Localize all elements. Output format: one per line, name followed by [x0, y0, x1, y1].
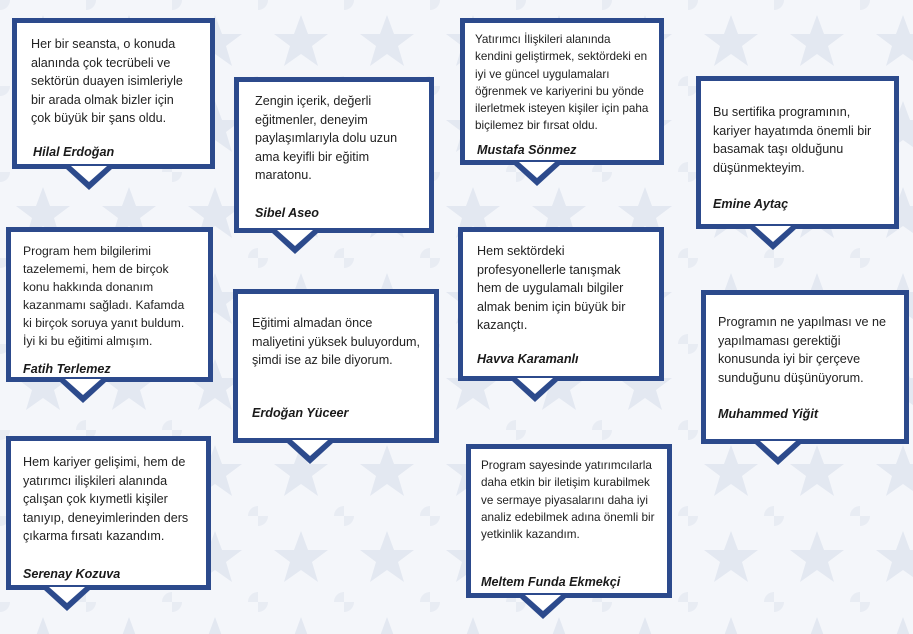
testimonial-card [458, 227, 664, 381]
testimonial-card [460, 18, 664, 165]
testimonial-quote: Zengin içerik, değerli eğitmenler, deneyim paylaşımlarıyla dolu uzun ama keyifli bir eğitim maratonu. [255, 94, 398, 183]
testimonial-card [701, 290, 909, 444]
testimonial-quote: Eğitimi almadan önce maliyetini yüksek buluyordum, şimdi ise az bile diyorum. [252, 316, 420, 368]
testimonial-card [6, 227, 213, 382]
testimonial-author: Emine Aytaç [713, 197, 789, 211]
testimonial-author: Muhammed Yiğit [718, 407, 819, 421]
testimonial-quote: Her bir seansta, o konuda alanında çok tecrübeli ve sektörün duayen isimleriyle bir arada olmak bizler için çok büyük bir şans oldu. [31, 37, 183, 126]
testimonial-quote: Hem sektördeki profesyonellerle tanışmak hem de uygulamalı bilgiler almak benim için büyük bir kazançtı. [477, 244, 626, 333]
testimonial-quote: Program sayesinde yatırımcılarla daha etkin bir iletişim kurabilmek ve sermaye piyasalarını daha iyi analiz edebilmek adına önemli bir yetkinlik kazandım. [481, 459, 655, 542]
testimonial-author: Hilal Erdoğan [33, 145, 115, 159]
testimonial-card [12, 18, 215, 169]
testimonial-author: Sibel Aseo [255, 206, 319, 220]
testimonial-card [233, 289, 439, 443]
testimonial-author: Meltem Funda Ekmekçi [481, 575, 621, 589]
testimonial-author: Havva Karamanlı [477, 352, 579, 366]
testimonial-author: Serenay Kozuva [23, 567, 121, 581]
testimonial-quote: Program hem bilgilerimi tazelememi, hem de birçok konu hakkında donanım kazanmamı sağladı. Kafamda ki birçok soruya yanıt buldum. İyi ki bu eğitimi almışım. [23, 244, 185, 348]
testimonial-quote: Programın ne yapılması ve ne yapılmaması gerektiği konusunda iyi bir çerçeve sunduğunu düşünüyorum. [718, 315, 886, 385]
testimonial-card [466, 444, 672, 598]
testimonial-card [696, 76, 899, 229]
testimonial-author: Fatih Terlemez [23, 362, 111, 376]
testimonial-author: Mustafa Sönmez [477, 143, 577, 157]
testimonial-quote: Yatırımcı İlişkileri alanında kendini geliştirmek, sektördeki en iyi ve güncel uygulamaları öğrenmek ve kariyerini bu yönde ilerletmek isteyen kişiler için paha biçilemez bir fırsat oldu. [475, 33, 649, 133]
testimonial-card [234, 77, 434, 233]
testimonial-quote: Hem kariyer gelişimi, hem de yatırımcı ilişkileri alanında çalışan çok kıymetli kişiler tanıyıp, deneyimlerinden ders çıkarma fırsatı kazandım. [23, 455, 189, 544]
testimonial-card [6, 436, 211, 590]
testimonial-author: Erdoğan Yüceer [252, 406, 349, 420]
testimonial-quote: Bu sertifika programının, kariyer hayatımda önemli bir basamak taşı olduğunu düşünmekteyim. [713, 105, 872, 175]
